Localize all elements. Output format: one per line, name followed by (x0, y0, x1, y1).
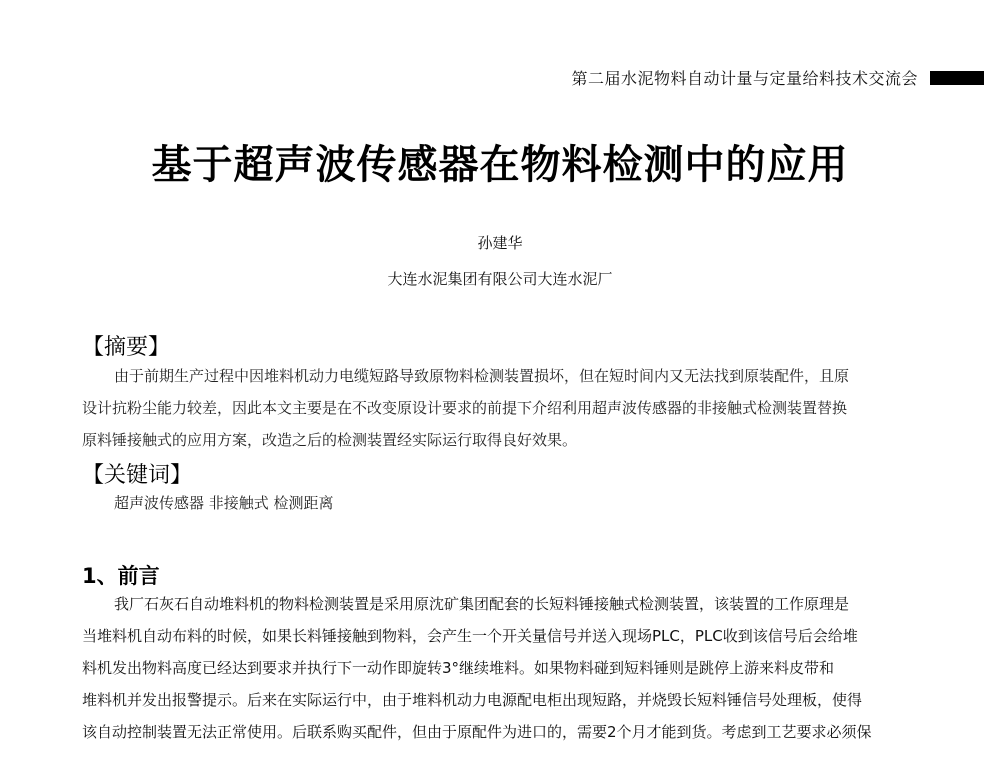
intro-line: 堆料机并发出报警提示。后来在实际运行中，由于堆料机动力电源配电柜出现短路，并烧毁长短料锤信号处理板，使得 (82, 691, 863, 709)
author-affiliation: 大连水泥集团有限公司大连水泥厂 (387, 270, 613, 288)
paper-title: 基于超声波传感器在物料检测中的应用 (151, 142, 849, 188)
section-heading-introduction: 1、前言 (82, 564, 160, 588)
author-name: 孙建华 (477, 234, 523, 252)
abstract-heading: 【摘要】 (82, 335, 171, 360)
abstract-line: 原料锤接触式的应用方案，改造之后的检测装置经实际运行取得良好效果。 (82, 431, 578, 449)
introduction-body (82, 588, 917, 748)
header-black-bar (930, 71, 984, 85)
conference-name: 第二届水泥物料自动计量与定量给料技术交流会 (571, 69, 918, 88)
running-header (571, 66, 984, 89)
keywords-list: 超声波传感器 非接触式 检测距离 (114, 494, 334, 512)
abstract-line: 由于前期生产过程中因堆料机动力电缆短路导致原物料检测装置损坏，但在短时间内又无法找到原装配件，且原 (114, 367, 850, 385)
intro-line: 料机发出物料高度已经达到要求并执行下一动作即旋转3°继续堆料。如果物料碰到短料锤则是跳停上游来料皮带和 (82, 659, 835, 677)
abstract-line: 设计抗粉尘能力较差，因此本文主要是在不改变原设计要求的前提下介绍利用超声波传感器的非接触式检测装置替换 (82, 399, 848, 417)
intro-line: 该自动控制装置无法正常使用。后联系购买配件，但由于原配件为进口的，需要2个月才能到货。考虑到工艺要求必须保 (82, 723, 872, 741)
abstract-body (82, 360, 917, 456)
intro-line: 我厂石灰石自动堆料机的物料检测装置是采用原沈矿集团配套的长短料锤接触式检测装置，该装置的工作原理是 (114, 595, 850, 613)
keywords-heading: 【关键词】 (82, 463, 193, 488)
intro-line: 当堆料机自动布料的时候，如果长料锤接触到物料，会产生一个开关量信号并送入现场PLC，PLC收到该信号后会给堆 (82, 627, 858, 645)
